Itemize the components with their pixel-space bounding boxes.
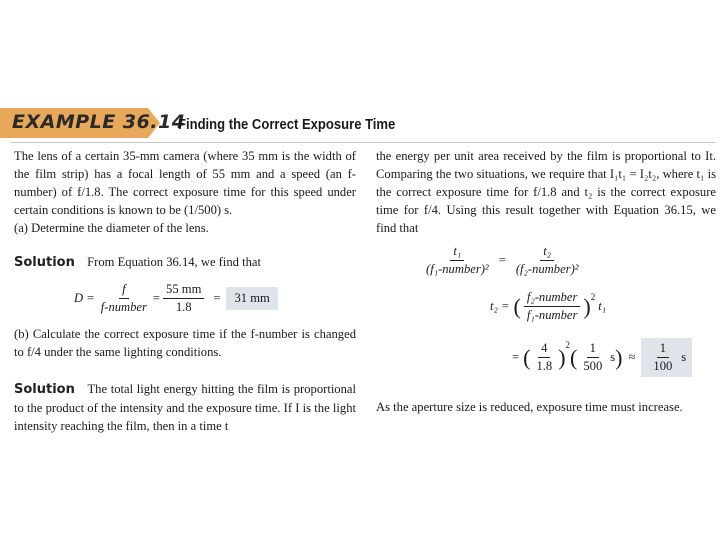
problem-part-b: (b) Calculate the correct exposure time if the f-number is changed to f/4 under the same lighting conditions. bbox=[14, 327, 356, 359]
eq2-close-paren: ) bbox=[583, 293, 591, 319]
eq3-exponent: 2 bbox=[565, 340, 571, 350]
solution-b bbox=[14, 380, 356, 435]
conclusion-text: As the aperture size is reduced, exposure time must increase. bbox=[376, 400, 683, 414]
problem-part-a: (a) Determine the diameter of the lens. bbox=[14, 221, 209, 235]
eq-frac1-den: f-number bbox=[100, 300, 147, 314]
eq1-left-num: t₁ bbox=[450, 244, 464, 261]
eq1-right-frac bbox=[513, 244, 582, 277]
eq3-unit-1: s bbox=[610, 350, 616, 364]
eq3-close-paren-1: ) bbox=[558, 344, 566, 370]
header-divider bbox=[10, 142, 716, 143]
eq3-open-paren-1: ( bbox=[523, 344, 531, 370]
eq3-result-num: 1 bbox=[657, 341, 669, 358]
exposure-result-box bbox=[641, 338, 692, 377]
eq-frac1-num: f bbox=[119, 282, 129, 299]
example-label: EXAMPLE 36.14 bbox=[12, 111, 186, 133]
eq-frac-55-over-1_8 bbox=[163, 282, 204, 315]
eq-equals-3: = bbox=[213, 291, 221, 305]
solution-b-heading: Solution bbox=[14, 382, 75, 397]
eq3-frac2-den: 500 bbox=[583, 359, 603, 373]
equation-t2-value bbox=[512, 338, 692, 377]
eq3-frac1-num: 4 bbox=[538, 341, 550, 358]
equation-t2 bbox=[490, 290, 606, 323]
solution-a bbox=[14, 253, 356, 272]
eq1-equals: = bbox=[498, 253, 506, 267]
eq2-den: f₁-number bbox=[526, 308, 578, 322]
problem-intro: The lens of a certain 35-mm camera (where 35 mm is the width of the film strip) has a focal length of 55 mm and a speed (an f-number) of f/1.8. The correct exposure time for this speed under certain conditions is known to be (1/500) s. bbox=[14, 149, 356, 217]
solution-b-text: The total light energy hitting the film is proportional to the product of the intensity and the exposure time. If I is the light intensity reaching the film, then in a time t bbox=[14, 382, 356, 433]
eq1-right-den: (f₂-number)² bbox=[515, 262, 579, 276]
eq3-result-frac bbox=[650, 341, 675, 374]
eq3-frac-4-over-1_8 bbox=[533, 341, 555, 374]
eq2-t1: t₁ bbox=[598, 299, 607, 313]
eq1-left-den: (f₁-number)² bbox=[426, 262, 489, 276]
example-title: Finding the Correct Exposure Time bbox=[178, 117, 396, 133]
eq3-frac-1-over-500 bbox=[580, 341, 605, 374]
eq-frac2-num: 55 mm bbox=[163, 282, 204, 299]
eq-frac2-den: 1.8 bbox=[175, 300, 192, 314]
eq3-unit-2: s bbox=[681, 350, 687, 364]
equation-ratio bbox=[420, 244, 585, 277]
eq3-frac2-num: 1 bbox=[587, 341, 599, 358]
eq3-open-paren-2: ( bbox=[570, 344, 578, 370]
eq1-right-num: t₂ bbox=[540, 244, 554, 261]
problem-statement bbox=[14, 147, 356, 237]
equation-diameter bbox=[74, 282, 278, 315]
eq3-frac1-den: 1.8 bbox=[536, 359, 553, 373]
solution-a-text: From Equation 36.14, we find that bbox=[87, 255, 261, 269]
eq2-exponent: 2 bbox=[590, 292, 596, 302]
eq1-left-frac bbox=[423, 244, 492, 277]
eq-equals-2: = bbox=[152, 291, 161, 305]
eq3-approx: ≈ bbox=[628, 350, 636, 364]
eq-d-lhs: D = bbox=[74, 291, 95, 305]
solution-a-heading: Solution bbox=[14, 255, 75, 270]
eq-frac-f-over-fnumber bbox=[98, 282, 150, 315]
diameter-result-box: 31 mm bbox=[226, 287, 277, 310]
eq2-num: f₂-number bbox=[524, 290, 581, 307]
eq3-result-den: 100 bbox=[653, 359, 673, 373]
eq3-close-paren-2: ) bbox=[615, 344, 623, 370]
eq2-open-paren: ( bbox=[513, 293, 521, 319]
eq2-frac bbox=[524, 290, 581, 323]
eq3-equals: = bbox=[512, 350, 520, 364]
eq2-lhs: t₂ = bbox=[490, 299, 510, 313]
right-column-text: the energy per unit area received by the film is proportional to It. Comparing the two situations, we require that I₁t₁ = I₂t₂, where t₁ is the correct exposure time for f/1.8 and t₂ is the correct exposure time for f/4. Using this result together with Equation 36.15, we find that bbox=[376, 149, 716, 235]
